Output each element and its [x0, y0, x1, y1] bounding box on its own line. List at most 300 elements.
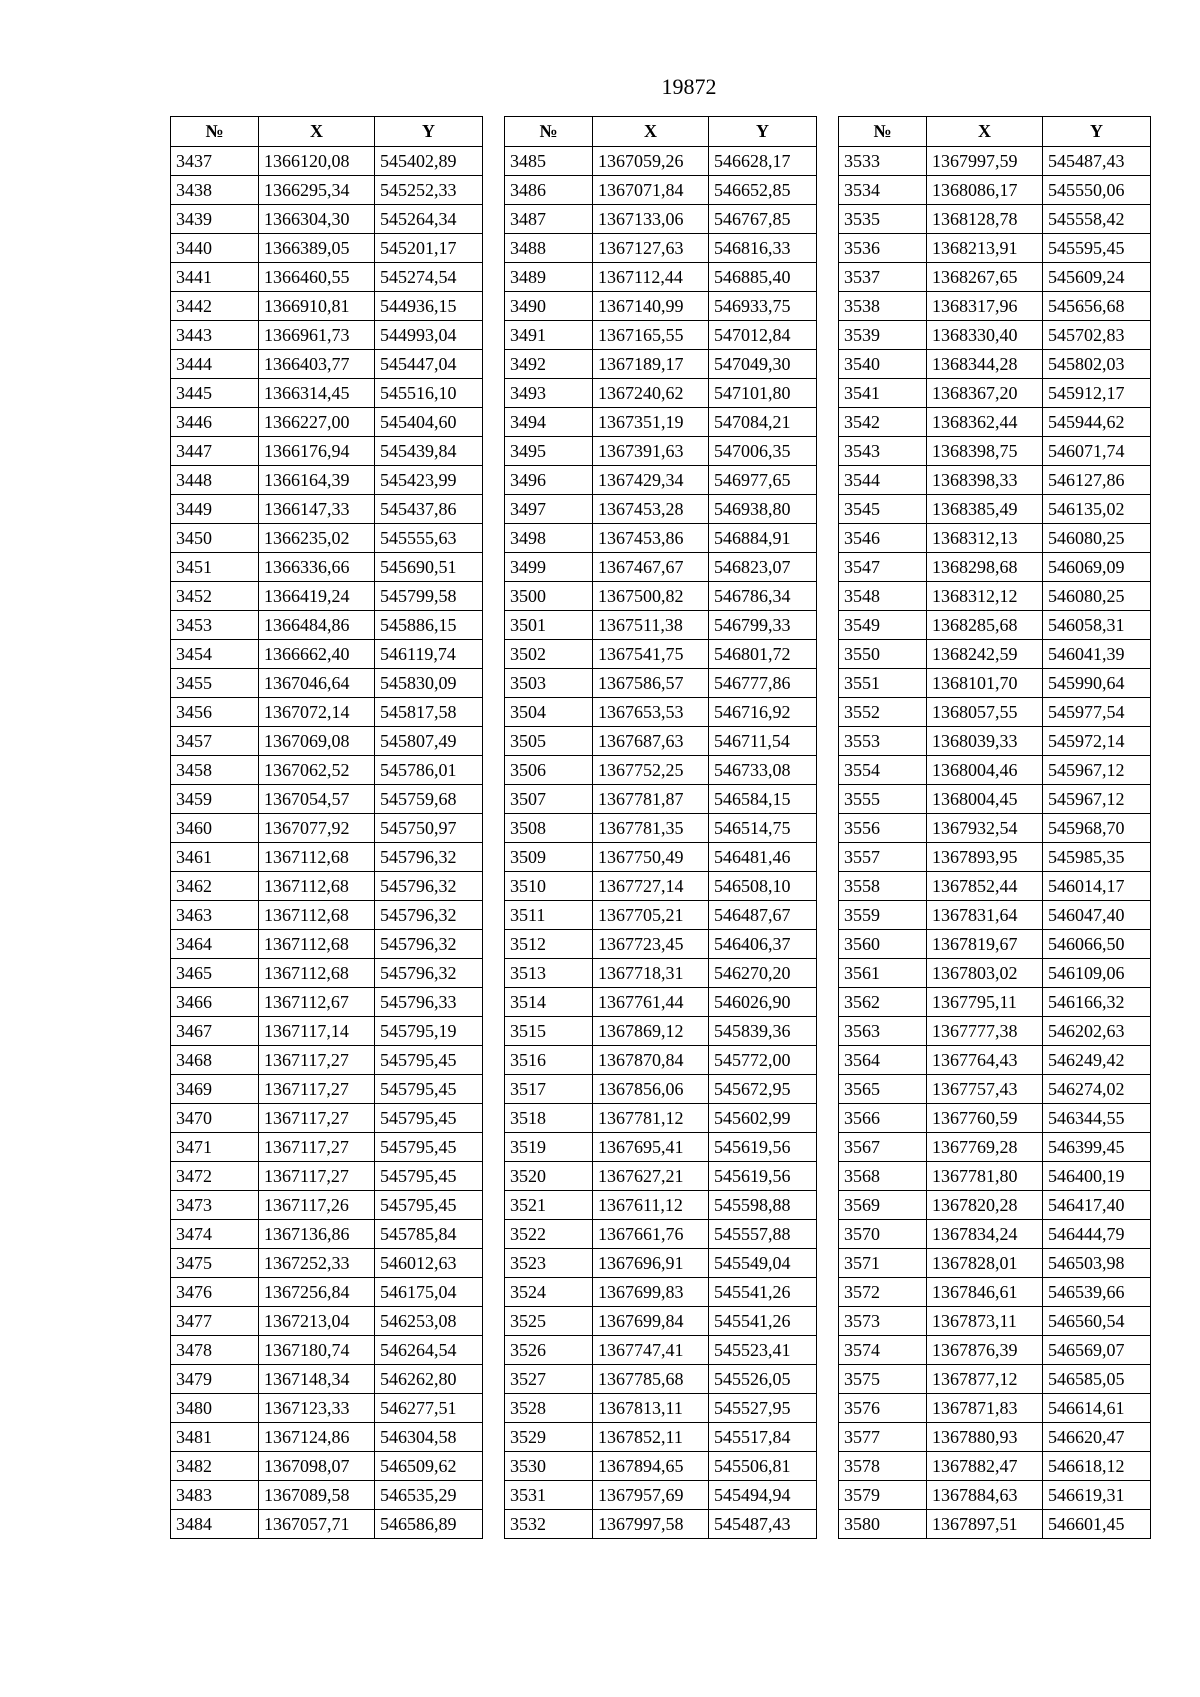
- cell-x: 1367500,82: [593, 582, 709, 611]
- cell-number: 3531: [505, 1481, 593, 1510]
- cell-y: 545799,58: [375, 582, 483, 611]
- table-row: [171, 1307, 483, 1336]
- cell-y: 545796,32: [375, 872, 483, 901]
- cell-x: 1367871,83: [927, 1394, 1043, 1423]
- cell-y: 545750,97: [375, 814, 483, 843]
- cell-y: 546069,09: [1043, 553, 1151, 582]
- cell-x: 1367071,84: [593, 176, 709, 205]
- table-row: [839, 785, 1151, 814]
- cell-x: 1368317,96: [927, 292, 1043, 321]
- cell-number: 3444: [171, 350, 259, 379]
- table-row: [171, 350, 483, 379]
- cell-number: 3541: [839, 379, 927, 408]
- cell-number: 3558: [839, 872, 927, 901]
- table-row: [839, 292, 1151, 321]
- cell-number: 3521: [505, 1191, 593, 1220]
- cell-number: 3443: [171, 321, 259, 350]
- cell-x: 1367136,86: [259, 1220, 375, 1249]
- table-row: [839, 524, 1151, 553]
- cell-x: 1367112,67: [259, 988, 375, 1017]
- cell-x: 1368298,68: [927, 553, 1043, 582]
- cell-y: 546066,50: [1043, 930, 1151, 959]
- cell-y: 545972,14: [1043, 727, 1151, 756]
- cell-number: 3523: [505, 1249, 593, 1278]
- table-row: [505, 408, 817, 437]
- cell-x: 1368398,33: [927, 466, 1043, 495]
- cell-x: 1367873,11: [927, 1307, 1043, 1336]
- cell-number: 3437: [171, 147, 259, 176]
- cell-number: 3465: [171, 959, 259, 988]
- cell-x: 1367852,11: [593, 1423, 709, 1452]
- cell-y: 546620,47: [1043, 1423, 1151, 1452]
- cell-x: 1367429,34: [593, 466, 709, 495]
- cell-number: 3442: [171, 292, 259, 321]
- cell-y: 545796,33: [375, 988, 483, 1017]
- cell-x: 1367852,44: [927, 872, 1043, 901]
- cell-x: 1367757,43: [927, 1075, 1043, 1104]
- table-row: [839, 1220, 1151, 1249]
- cell-y: 547006,35: [709, 437, 817, 466]
- cell-number: 3513: [505, 959, 593, 988]
- table-row: [505, 1075, 817, 1104]
- table-row: [839, 466, 1151, 495]
- table-row: [171, 1220, 483, 1249]
- cell-y: 545672,95: [709, 1075, 817, 1104]
- cell-x: 1368004,46: [927, 756, 1043, 785]
- cell-x: 1367351,19: [593, 408, 709, 437]
- cell-y: 545785,84: [375, 1220, 483, 1249]
- cell-x: 1367869,12: [593, 1017, 709, 1046]
- cell-x: 1368057,55: [927, 698, 1043, 727]
- table-row: [505, 1104, 817, 1133]
- cell-x: 1367884,63: [927, 1481, 1043, 1510]
- table-header-row: [171, 117, 483, 147]
- table-header-row: [505, 117, 817, 147]
- cell-y: 545802,03: [1043, 350, 1151, 379]
- cell-number: 3519: [505, 1133, 593, 1162]
- cell-number: 3554: [839, 756, 927, 785]
- table-row: [839, 553, 1151, 582]
- cell-number: 3462: [171, 872, 259, 901]
- cell-y: 546047,40: [1043, 901, 1151, 930]
- cell-number: 3489: [505, 263, 593, 292]
- cell-number: 3475: [171, 1249, 259, 1278]
- cell-x: 1367695,41: [593, 1133, 709, 1162]
- table-row: [505, 234, 817, 263]
- cell-y: 545595,45: [1043, 234, 1151, 263]
- cell-x: 1367165,55: [593, 321, 709, 350]
- cell-y: 545517,84: [709, 1423, 817, 1452]
- cell-y: 545402,89: [375, 147, 483, 176]
- cell-y: 545526,05: [709, 1365, 817, 1394]
- cell-number: 3556: [839, 814, 927, 843]
- table-row: [505, 1452, 817, 1481]
- cell-number: 3497: [505, 495, 593, 524]
- cell-y: 545968,70: [1043, 814, 1151, 843]
- table-row: [839, 1510, 1151, 1539]
- cell-x: 1367699,84: [593, 1307, 709, 1336]
- cell-y: 545977,54: [1043, 698, 1151, 727]
- table-row: [505, 292, 817, 321]
- cell-x: 1367453,86: [593, 524, 709, 553]
- cell-x: 1367072,14: [259, 698, 375, 727]
- table-row: [171, 1133, 483, 1162]
- cell-x: 1367057,71: [259, 1510, 375, 1539]
- cell-number: 3455: [171, 669, 259, 698]
- table-row: [839, 698, 1151, 727]
- table-row: [171, 814, 483, 843]
- cell-y: 546618,12: [1043, 1452, 1151, 1481]
- cell-y: 545759,68: [375, 785, 483, 814]
- cell-x: 1368242,59: [927, 640, 1043, 669]
- cell-x: 1368398,75: [927, 437, 1043, 466]
- cell-number: 3498: [505, 524, 593, 553]
- cell-y: 546262,80: [375, 1365, 483, 1394]
- table-row: [839, 263, 1151, 292]
- table-row: [505, 1162, 817, 1191]
- table-row: [505, 553, 817, 582]
- cell-y: 546481,46: [709, 843, 817, 872]
- table-row: [171, 1481, 483, 1510]
- header-number: №: [171, 117, 259, 147]
- table-row: [839, 814, 1151, 843]
- cell-x: 1367117,27: [259, 1075, 375, 1104]
- cell-y: 546109,06: [1043, 959, 1151, 988]
- cell-number: 3450: [171, 524, 259, 553]
- cell-x: 1367453,28: [593, 495, 709, 524]
- table-row: [505, 205, 817, 234]
- cell-x: 1367687,63: [593, 727, 709, 756]
- cell-x: 1367140,99: [593, 292, 709, 321]
- cell-y: 545967,12: [1043, 785, 1151, 814]
- cell-y: 546628,17: [709, 147, 817, 176]
- cell-number: 3491: [505, 321, 593, 350]
- cell-number: 3473: [171, 1191, 259, 1220]
- cell-number: 3570: [839, 1220, 927, 1249]
- cell-y: 546816,33: [709, 234, 817, 263]
- cell-number: 3448: [171, 466, 259, 495]
- cell-y: 546487,67: [709, 901, 817, 930]
- table-row: [171, 727, 483, 756]
- cell-x: 1367123,33: [259, 1394, 375, 1423]
- cell-number: 3574: [839, 1336, 927, 1365]
- cell-y: 546264,54: [375, 1336, 483, 1365]
- cell-x: 1367180,74: [259, 1336, 375, 1365]
- cell-y: 546614,61: [1043, 1394, 1151, 1423]
- cell-y: 545656,68: [1043, 292, 1151, 321]
- cell-y: 546823,07: [709, 553, 817, 582]
- cell-number: 3439: [171, 205, 259, 234]
- table-row: [171, 1336, 483, 1365]
- cell-y: 546277,51: [375, 1394, 483, 1423]
- cell-number: 3501: [505, 611, 593, 640]
- table-row: [505, 959, 817, 988]
- table-row: [505, 582, 817, 611]
- cell-number: 3486: [505, 176, 593, 205]
- cell-number: 3467: [171, 1017, 259, 1046]
- cell-x: 1367997,59: [927, 147, 1043, 176]
- table-row: [171, 379, 483, 408]
- header-x: X: [927, 117, 1043, 147]
- cell-x: 1367069,08: [259, 727, 375, 756]
- cell-y: 546569,07: [1043, 1336, 1151, 1365]
- cell-y: 546274,02: [1043, 1075, 1151, 1104]
- cell-x: 1367769,28: [927, 1133, 1043, 1162]
- cell-x: 1367077,92: [259, 814, 375, 843]
- cell-x: 1367133,06: [593, 205, 709, 234]
- table-row: [839, 437, 1151, 466]
- cell-y: 546539,66: [1043, 1278, 1151, 1307]
- cell-number: 3572: [839, 1278, 927, 1307]
- cell-y: 545487,43: [1043, 147, 1151, 176]
- cell-y: 546711,54: [709, 727, 817, 756]
- table-row: [505, 524, 817, 553]
- header-x: X: [593, 117, 709, 147]
- table-row: [171, 176, 483, 205]
- cell-y: 545550,06: [1043, 176, 1151, 205]
- cell-y: 546938,80: [709, 495, 817, 524]
- table-row: [505, 727, 817, 756]
- cell-number: 3536: [839, 234, 927, 263]
- table-row: [505, 1191, 817, 1220]
- table-row: [839, 176, 1151, 205]
- cell-number: 3515: [505, 1017, 593, 1046]
- cell-y: 546801,72: [709, 640, 817, 669]
- page-number: 19872: [661, 74, 717, 99]
- cell-number: 3466: [171, 988, 259, 1017]
- cell-number: 3525: [505, 1307, 593, 1336]
- cell-number: 3494: [505, 408, 593, 437]
- cell-x: 1366484,86: [259, 611, 375, 640]
- cell-y: 545690,51: [375, 553, 483, 582]
- cell-number: 3565: [839, 1075, 927, 1104]
- cell-x: 1367897,51: [927, 1510, 1043, 1539]
- coordinate-table-middle: [504, 116, 817, 1539]
- cell-y: 546601,45: [1043, 1510, 1151, 1539]
- table-row: [505, 1394, 817, 1423]
- table-row: [171, 292, 483, 321]
- cell-y: 546619,31: [1043, 1481, 1151, 1510]
- cell-number: 3546: [839, 524, 927, 553]
- cell-number: 3451: [171, 553, 259, 582]
- cell-y: 547101,80: [709, 379, 817, 408]
- cell-number: 3559: [839, 901, 927, 930]
- cell-y: 546014,17: [1043, 872, 1151, 901]
- cell-x: 1367124,86: [259, 1423, 375, 1452]
- cell-y: 546799,33: [709, 611, 817, 640]
- cell-number: 3555: [839, 785, 927, 814]
- cell-number: 3543: [839, 437, 927, 466]
- cell-number: 3487: [505, 205, 593, 234]
- cell-y: 545494,94: [709, 1481, 817, 1510]
- cell-number: 3577: [839, 1423, 927, 1452]
- cell-y: 546585,05: [1043, 1365, 1151, 1394]
- cell-number: 3568: [839, 1162, 927, 1191]
- cell-y: 546786,34: [709, 582, 817, 611]
- cell-number: 3535: [839, 205, 927, 234]
- cell-x: 1366120,08: [259, 147, 375, 176]
- cell-number: 3454: [171, 640, 259, 669]
- cell-x: 1366295,34: [259, 176, 375, 205]
- table-row: [171, 1423, 483, 1452]
- cell-number: 3441: [171, 263, 259, 292]
- cell-x: 1367819,67: [927, 930, 1043, 959]
- cell-number: 3438: [171, 176, 259, 205]
- table-row: [505, 988, 817, 1017]
- table-row: [505, 176, 817, 205]
- cell-y: 546135,02: [1043, 495, 1151, 524]
- table-row: [171, 1191, 483, 1220]
- cell-y: 546249,42: [1043, 1046, 1151, 1075]
- cell-y: 545796,32: [375, 930, 483, 959]
- cell-number: 3547: [839, 553, 927, 582]
- cell-x: 1367148,34: [259, 1365, 375, 1394]
- cell-number: 3533: [839, 147, 927, 176]
- cell-number: 3544: [839, 466, 927, 495]
- cell-y: 545796,32: [375, 843, 483, 872]
- cell-number: 3460: [171, 814, 259, 843]
- cell-x: 1368004,45: [927, 785, 1043, 814]
- cell-number: 3508: [505, 814, 593, 843]
- cell-y: 546503,98: [1043, 1249, 1151, 1278]
- cell-number: 3512: [505, 930, 593, 959]
- table-row: [171, 872, 483, 901]
- cell-y: 545541,26: [709, 1307, 817, 1336]
- cell-y: 546508,10: [709, 872, 817, 901]
- table-row: [171, 408, 483, 437]
- cell-number: 3481: [171, 1423, 259, 1452]
- cell-number: 3550: [839, 640, 927, 669]
- cell-number: 3527: [505, 1365, 593, 1394]
- coordinate-table-left: [170, 116, 483, 1539]
- table-row: [171, 988, 483, 1017]
- table-row: [839, 1133, 1151, 1162]
- cell-number: 3458: [171, 756, 259, 785]
- cell-number: 3514: [505, 988, 593, 1017]
- cell-number: 3484: [171, 1510, 259, 1539]
- cell-y: 545602,99: [709, 1104, 817, 1133]
- table-row: [171, 843, 483, 872]
- cell-x: 1367611,12: [593, 1191, 709, 1220]
- cell-x: 1367256,84: [259, 1278, 375, 1307]
- cell-y: 546933,75: [709, 292, 817, 321]
- cell-x: 1367117,27: [259, 1133, 375, 1162]
- cell-x: 1367761,44: [593, 988, 709, 1017]
- table-row: [171, 524, 483, 553]
- cell-x: 1366314,45: [259, 379, 375, 408]
- table-row: [839, 1394, 1151, 1423]
- table-row: [505, 1249, 817, 1278]
- cell-number: 3452: [171, 582, 259, 611]
- cell-x: 1367870,84: [593, 1046, 709, 1075]
- table-row: [505, 437, 817, 466]
- cell-y: 545967,12: [1043, 756, 1151, 785]
- cell-y: 546777,86: [709, 669, 817, 698]
- cell-y: 546080,25: [1043, 582, 1151, 611]
- table-row: [171, 1162, 483, 1191]
- cell-y: 545609,24: [1043, 263, 1151, 292]
- cell-number: 3453: [171, 611, 259, 640]
- cell-number: 3553: [839, 727, 927, 756]
- cell-number: 3480: [171, 1394, 259, 1423]
- cell-y: 546026,90: [709, 988, 817, 1017]
- cell-y: 545423,99: [375, 466, 483, 495]
- table-row: [505, 1046, 817, 1075]
- cell-number: 3476: [171, 1278, 259, 1307]
- table-row: [171, 1249, 483, 1278]
- cell-x: 1368367,20: [927, 379, 1043, 408]
- table-row: [505, 495, 817, 524]
- table-row: [839, 1278, 1151, 1307]
- table-row: [505, 321, 817, 350]
- table-row: [839, 756, 1151, 785]
- cell-x: 1367781,12: [593, 1104, 709, 1133]
- cell-y: 546399,45: [1043, 1133, 1151, 1162]
- cell-number: 3510: [505, 872, 593, 901]
- cell-number: 3522: [505, 1220, 593, 1249]
- cell-number: 3463: [171, 901, 259, 930]
- cell-x: 1367828,01: [927, 1249, 1043, 1278]
- table-row: [171, 147, 483, 176]
- table-row: [505, 698, 817, 727]
- cell-y: 545912,17: [1043, 379, 1151, 408]
- cell-number: 3524: [505, 1278, 593, 1307]
- cell-y: 546977,65: [709, 466, 817, 495]
- cell-x: 1367813,11: [593, 1394, 709, 1423]
- cell-y: 545786,01: [375, 756, 483, 785]
- table-row: [839, 959, 1151, 988]
- cell-x: 1367213,04: [259, 1307, 375, 1336]
- cell-number: 3520: [505, 1162, 593, 1191]
- cell-number: 3445: [171, 379, 259, 408]
- cell-number: 3504: [505, 698, 593, 727]
- cell-number: 3506: [505, 756, 593, 785]
- cell-x: 1367803,02: [927, 959, 1043, 988]
- cell-x: 1367586,57: [593, 669, 709, 698]
- table-row: [171, 495, 483, 524]
- table-row: [505, 640, 817, 669]
- cell-y: 545437,86: [375, 495, 483, 524]
- cell-y: 546417,40: [1043, 1191, 1151, 1220]
- cell-number: 3569: [839, 1191, 927, 1220]
- cell-number: 3464: [171, 930, 259, 959]
- cell-x: 1368213,91: [927, 234, 1043, 263]
- table-row: [839, 843, 1151, 872]
- cell-y: 546071,74: [1043, 437, 1151, 466]
- table-row: [505, 1423, 817, 1452]
- cell-x: 1367880,93: [927, 1423, 1043, 1452]
- cell-y: 547012,84: [709, 321, 817, 350]
- cell-x: 1367696,91: [593, 1249, 709, 1278]
- table-row: [505, 930, 817, 959]
- cell-number: 3479: [171, 1365, 259, 1394]
- cell-number: 3490: [505, 292, 593, 321]
- table-row: [839, 1075, 1151, 1104]
- table-row: [839, 205, 1151, 234]
- table-row: [839, 988, 1151, 1017]
- table-row: [839, 669, 1151, 698]
- cell-y: 545598,88: [709, 1191, 817, 1220]
- cell-number: 3477: [171, 1307, 259, 1336]
- cell-number: 3495: [505, 437, 593, 466]
- cell-number: 3509: [505, 843, 593, 872]
- cell-number: 3530: [505, 1452, 593, 1481]
- table-row: [839, 379, 1151, 408]
- table-row: [171, 1075, 483, 1104]
- table-row: [171, 321, 483, 350]
- cell-y: 545702,83: [1043, 321, 1151, 350]
- cell-x: 1367727,14: [593, 872, 709, 901]
